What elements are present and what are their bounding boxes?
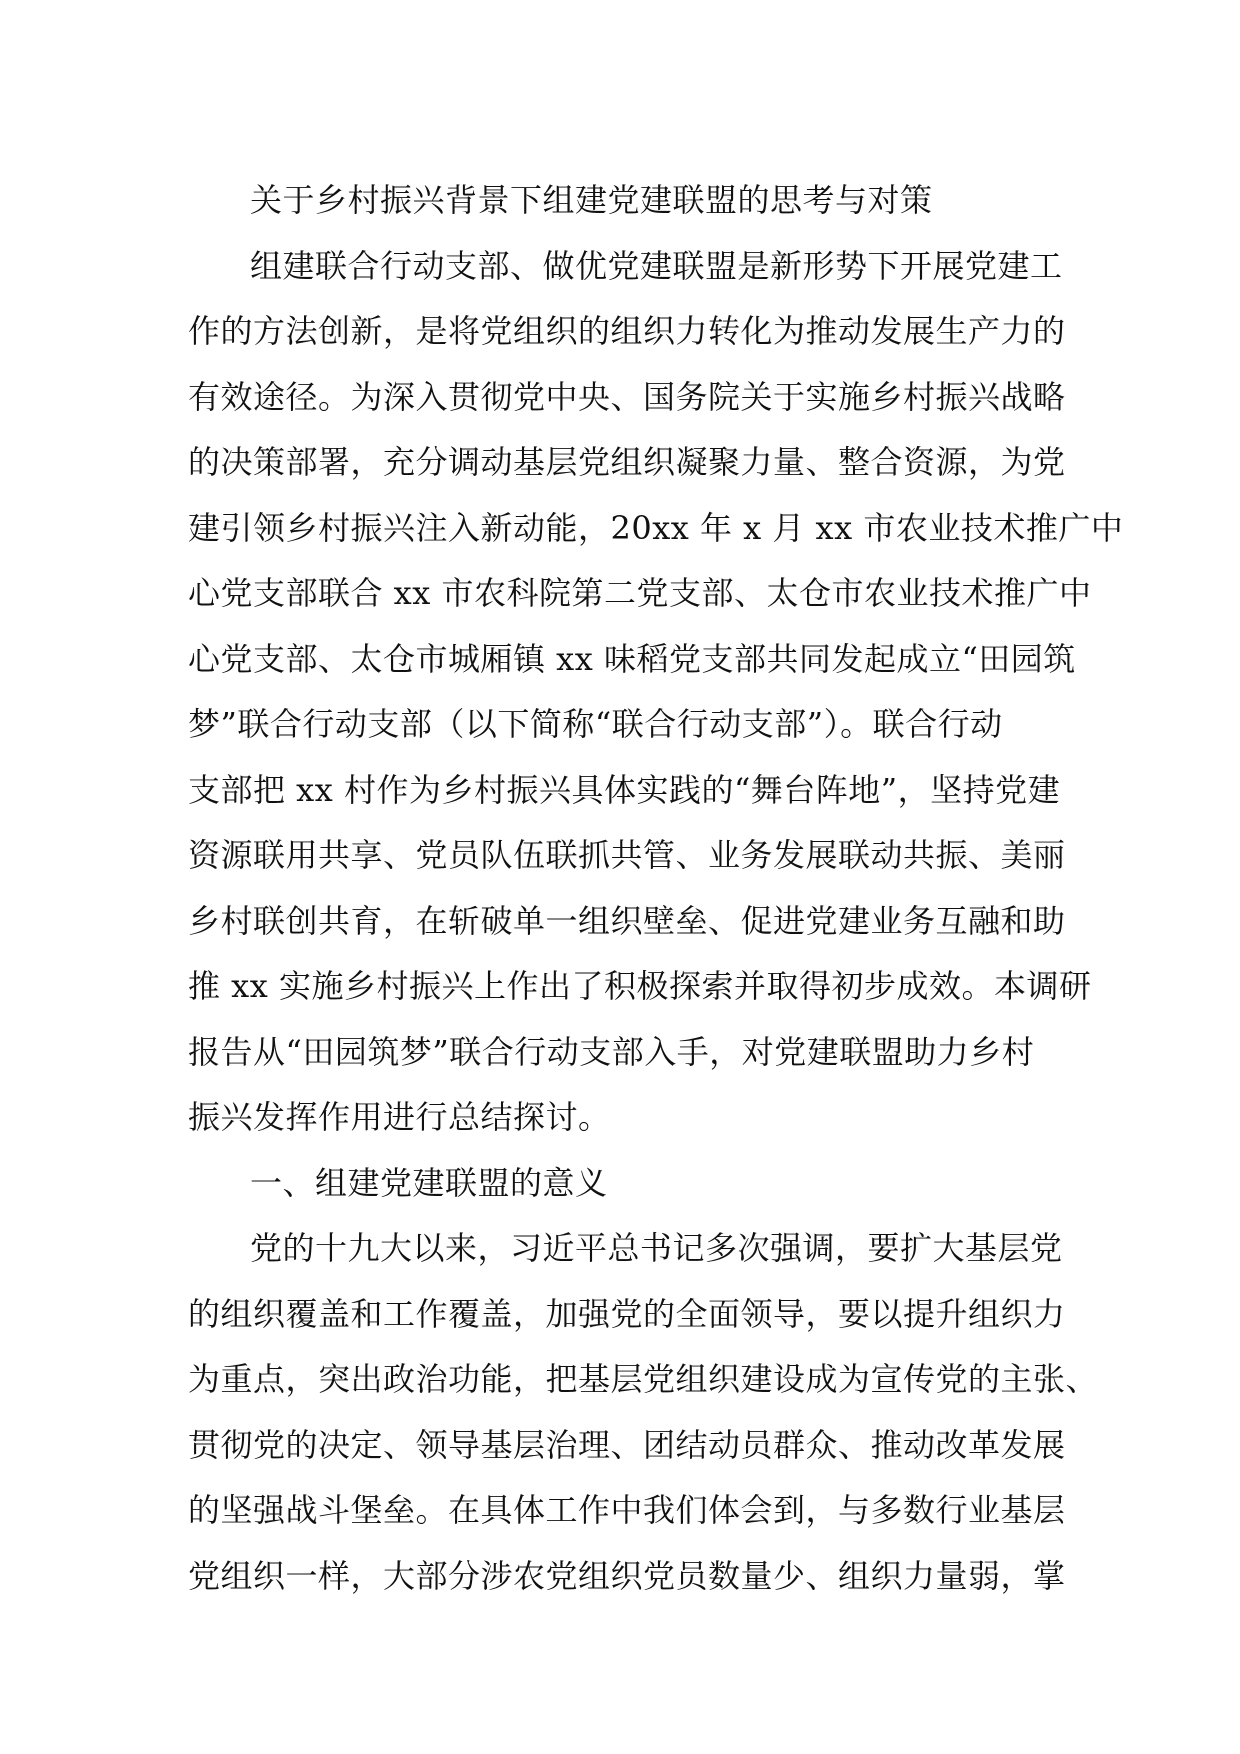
- paragraph-line: 建引领乡村振兴注入新动能，20xx 年 x 月 xx 市农业技术推广中: [188, 508, 1124, 547]
- paragraph-line: 推 xx 实施乡村振兴上作出了积极探索并取得初步成效。本调研: [188, 967, 1092, 1005]
- paragraph-line: 的坚强战斗堡垒。在具体工作中我们体会到，与多数行业基层: [188, 1491, 1066, 1529]
- document-body: [188, 168, 1124, 1609]
- paragraph-line: 乡村联创共育，在斩破单一组织壁垒、促进党建业务互融和助: [188, 901, 1066, 940]
- section1-paragraph: [188, 1216, 1099, 1609]
- section-heading: 一、组建党建联盟的意义: [250, 1163, 608, 1202]
- paragraph-line: 心党支部联合 xx 市农科院第二党支部、太仓市农业技术推广中: [188, 574, 1092, 612]
- paragraph-line: 党组织一样，大部分涉农党组织党员数量少、组织力量弱，掌: [188, 1556, 1066, 1595]
- intro-paragraph: [188, 234, 1124, 1151]
- paragraph-line: 梦”联合行动支部（以下简称“联合行动支部”）。联合行动: [188, 705, 1003, 743]
- paragraph-line: 的决策部署，充分调动基层党组织凝聚力量、整合资源，为党: [188, 443, 1066, 481]
- paragraph-line: 党的十九大以来，习近平总书记多次强调，要扩大基层党: [250, 1229, 1063, 1267]
- paragraph-line: 的组织覆盖和工作覆盖，加强党的全面领导，要以提升组织力: [188, 1294, 1066, 1333]
- paragraph-line: 作的方法创新，是将党组织的组织力转化为推动发展生产力的: [188, 312, 1066, 350]
- paragraph-line: 组建联合行动支部、做优党建联盟是新形势下开展党建工: [250, 246, 1063, 285]
- paragraph-line: 有效途径。为深入贯彻党中央、国务院关于实施乡村振兴战略: [188, 377, 1066, 416]
- paragraph-line: 振兴发挥作用进行总结探讨。: [188, 1098, 611, 1136]
- paragraph-line: 为重点，突出政治功能，把基层党组织建设成为宣传党的主张、: [188, 1360, 1099, 1398]
- paragraph-line: 支部把 xx 村作为乡村振兴具体实践的“舞台阵地”，坚持党建: [188, 770, 1061, 809]
- paragraph-line: 资源联用共享、党员队伍联抓共管、业务发展联动共振、美丽: [188, 836, 1066, 874]
- paragraph-line: 报告从“田园筑梦”联合行动支部入手，对党建联盟助力乡村: [188, 1032, 1035, 1071]
- paragraph-line: 贯彻党的决定、领导基层治理、团结动员群众、推动改革发展: [188, 1425, 1066, 1464]
- document-title: 关于乡村振兴背景下组建党建联盟的思考与对策: [250, 181, 933, 219]
- paragraph-line: 心党支部、太仓市城厢镇 xx 味稻党支部共同发起成立“田园筑: [188, 639, 1076, 678]
